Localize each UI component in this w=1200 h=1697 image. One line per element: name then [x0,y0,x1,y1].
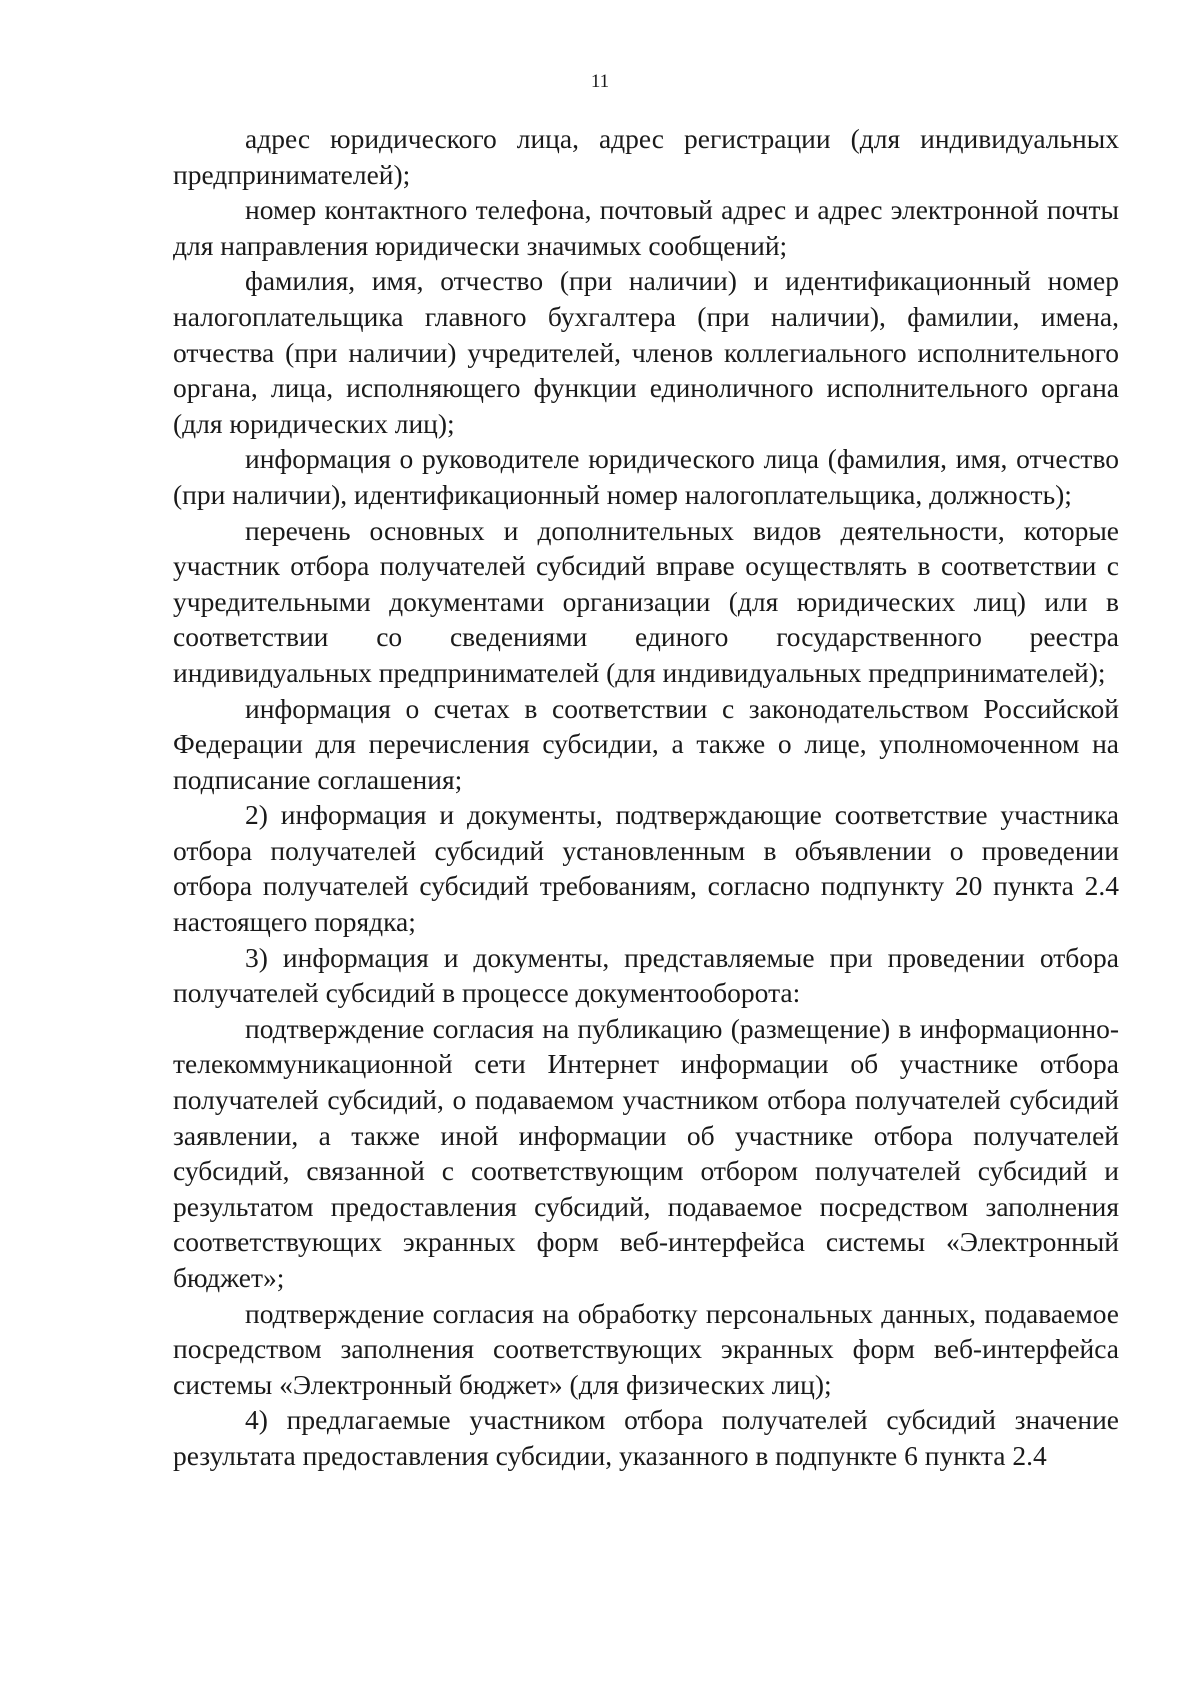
paragraph-item-3: 3) информация и документы, представляемые при проведении отбора получателей субсидий в процессе документооборота: [173,941,1119,1009]
paragraph-personal-data-consent: подтверждение согласия на обработку персональных данных, подаваемое посредством заполнения соответствующих экранных форм веб-интерфейса системы «Электронный бюджет» (для физических лиц); [173,1297,1119,1400]
page-number: 11 [590,71,610,92]
paragraph-contact-info: номер контактного телефона, почтовый адрес и адрес электронной почты для направления юридически значимых сообщений; [173,194,1119,261]
document-body [173,121,1119,1474]
paragraph-publication-consent: подтверждение согласия на публикацию (размещение) в информационно-телекоммуникационной сети Интернет информации об участнике отбора получателей субсидий, о подаваемом участником отбора получателей субсидий заявлении, а также иной информации об участнике отбора получателей субсидий, связанной с соответствующим отбором получателей субсидий и результатом предоставления субсидий, подаваемое посредством заполнения соответствующих экранных форм веб-интерфейса системы «Электронный бюджет»; [173,1012,1119,1293]
paragraph-accountant-founders: фамилия, имя, отчество (при наличии) и идентификационный номер налогоплательщика главного бухгалтера (при наличии), фамилии, имена, отчества (при наличии) учредителей, членов коллегиального исполнительного органа, лица, исполняющего функции единоличного исполнительного органа (для юридических лиц); [173,265,1119,439]
paragraph-head-info: информация о руководителе юридического лица (фамилия, имя, отчество (при наличии), идентификационный номер налогоплательщика, должность); [173,443,1119,510]
paragraph-item-4: 4) предлагаемые участником отбора получателей субсидий значение результата предоставления субсидии, указанного в подпункте 6 пункта 2.4 [173,1404,1119,1471]
paragraph-item-2: 2) информация и документы, подтверждающие соответствие участника отбора получателей субсидий установленным в объявлении о проведении отбора получателей субсидий требованиям, согласно подпункту 20 пункта 2.4 настоящего порядка; [173,799,1119,938]
paragraph-legal-address: адрес юридического лица, адрес регистрации (для индивидуальных предпринимателей); [173,123,1119,190]
paragraph-activities-list: перечень основных и дополнительных видов деятельности, которые участник отбора получателей субсидий вправе осуществлять в соответствии с учредительными документами организации (для юридических лиц) или в соответствии со сведениями единого государственного реестра индивидуальных предпринимателей (для индивидуальных предпринимателей); [173,514,1119,688]
paragraph-accounts-info: информация о счетах в соответствии с законодательством Российской Федерации для перечисления субсидии, а также о лице, уполномоченном на подписание соглашения; [173,692,1119,795]
